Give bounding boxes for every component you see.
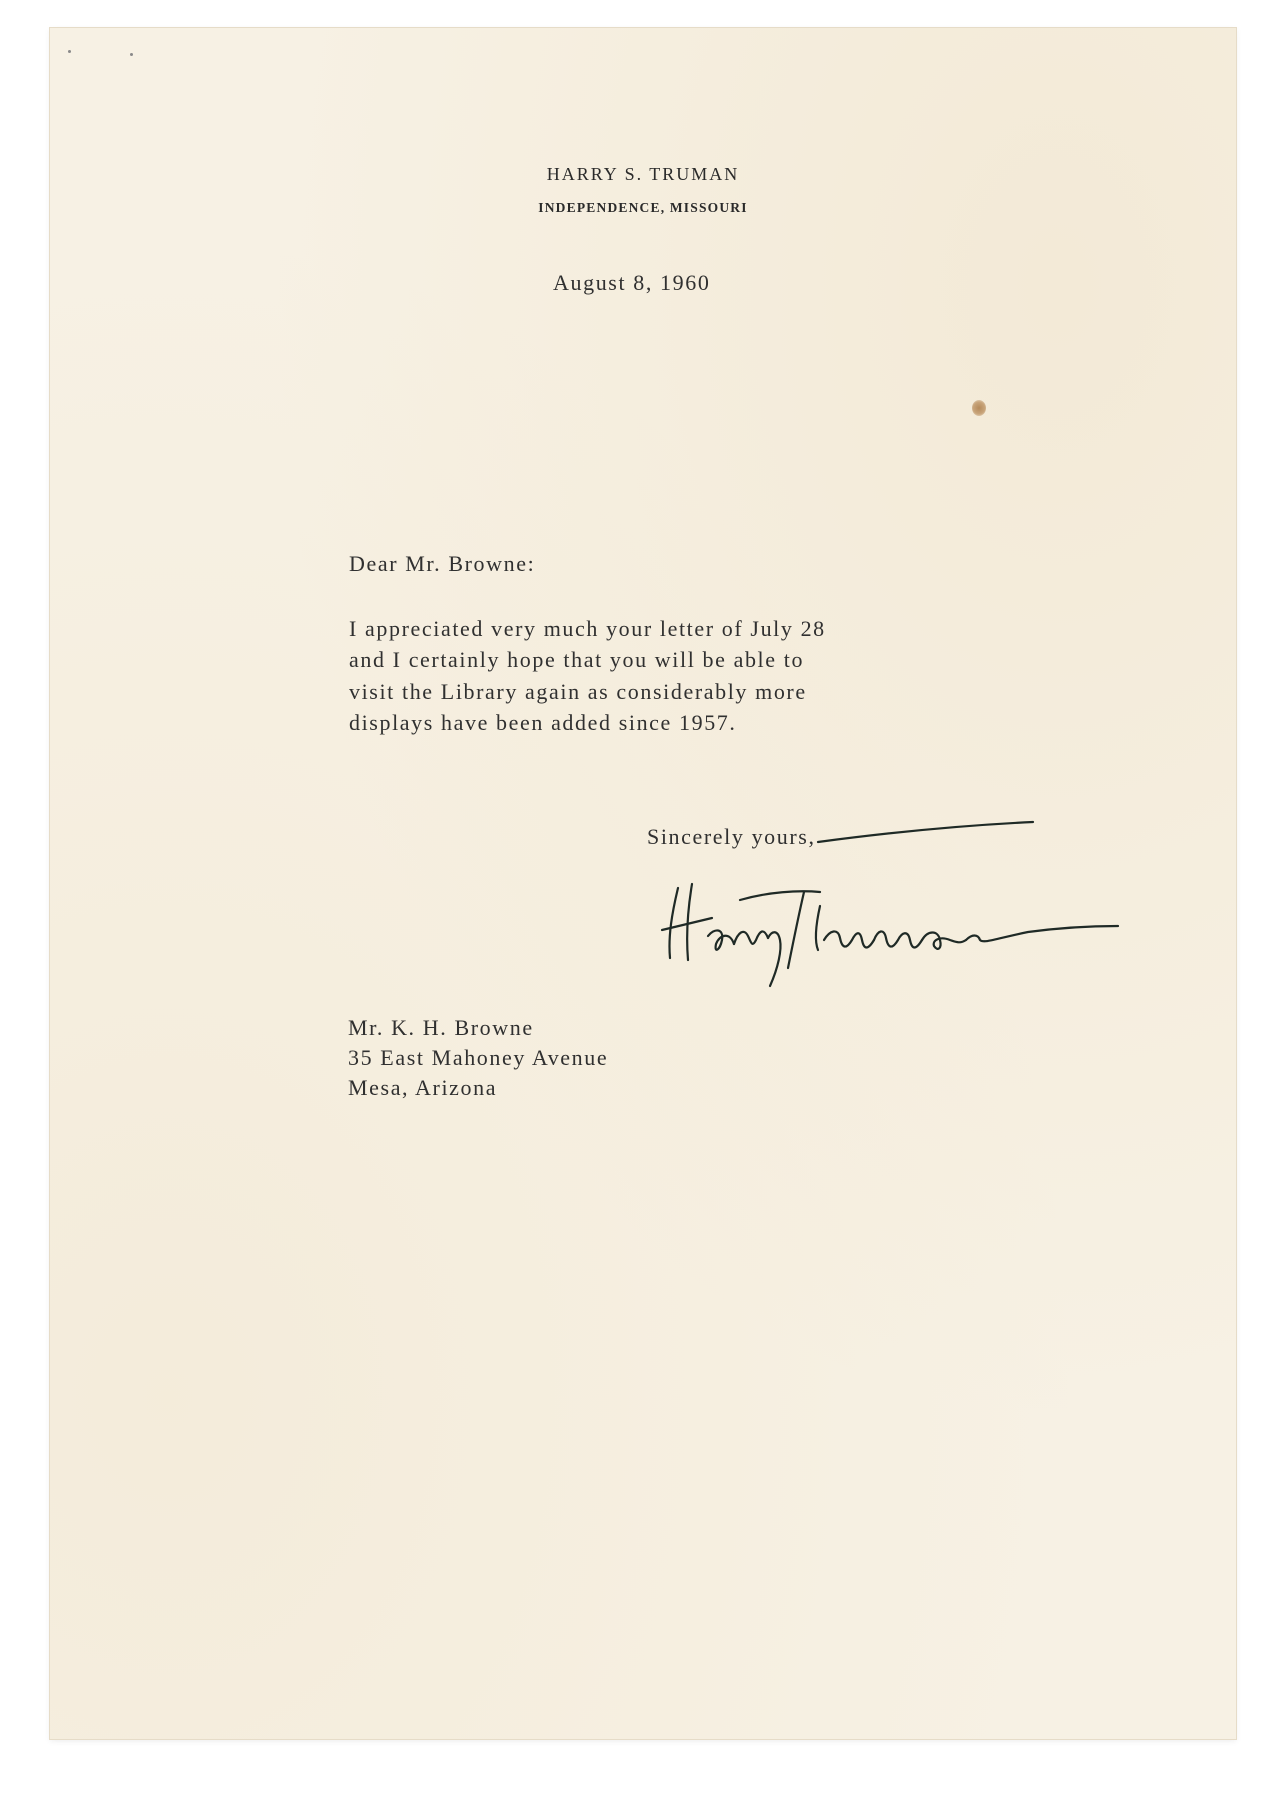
paper-speck <box>68 50 71 53</box>
body-line: visit the Library again as considerably more <box>349 679 807 704</box>
recipient-line: Mesa, Arizona <box>348 1075 498 1100</box>
letterhead-name: HARRY S. TRUMAN <box>546 164 740 184</box>
closing: Sincerely yours, <box>647 824 816 849</box>
paper-stain <box>972 400 986 416</box>
recipient-line: Mr. K. H. Browne <box>348 1015 534 1040</box>
body-line: and I certainly hope that you will be able to <box>349 647 805 672</box>
handwritten-signature <box>648 808 1168 998</box>
salutation: Dear Mr. Browne: <box>349 551 536 576</box>
recipient-line: 35 East Mahoney Avenue <box>348 1045 609 1070</box>
letterhead-place: INDEPENDENCE, MISSOURI <box>538 200 748 215</box>
body-line: I appreciated very much your letter of July 28 <box>349 616 826 641</box>
letter-sheet <box>50 28 1236 1739</box>
body-line: displays have been added since 1957. <box>349 710 737 735</box>
paper-speck <box>130 53 133 56</box>
letter-date: August 8, 1960 <box>553 270 711 295</box>
